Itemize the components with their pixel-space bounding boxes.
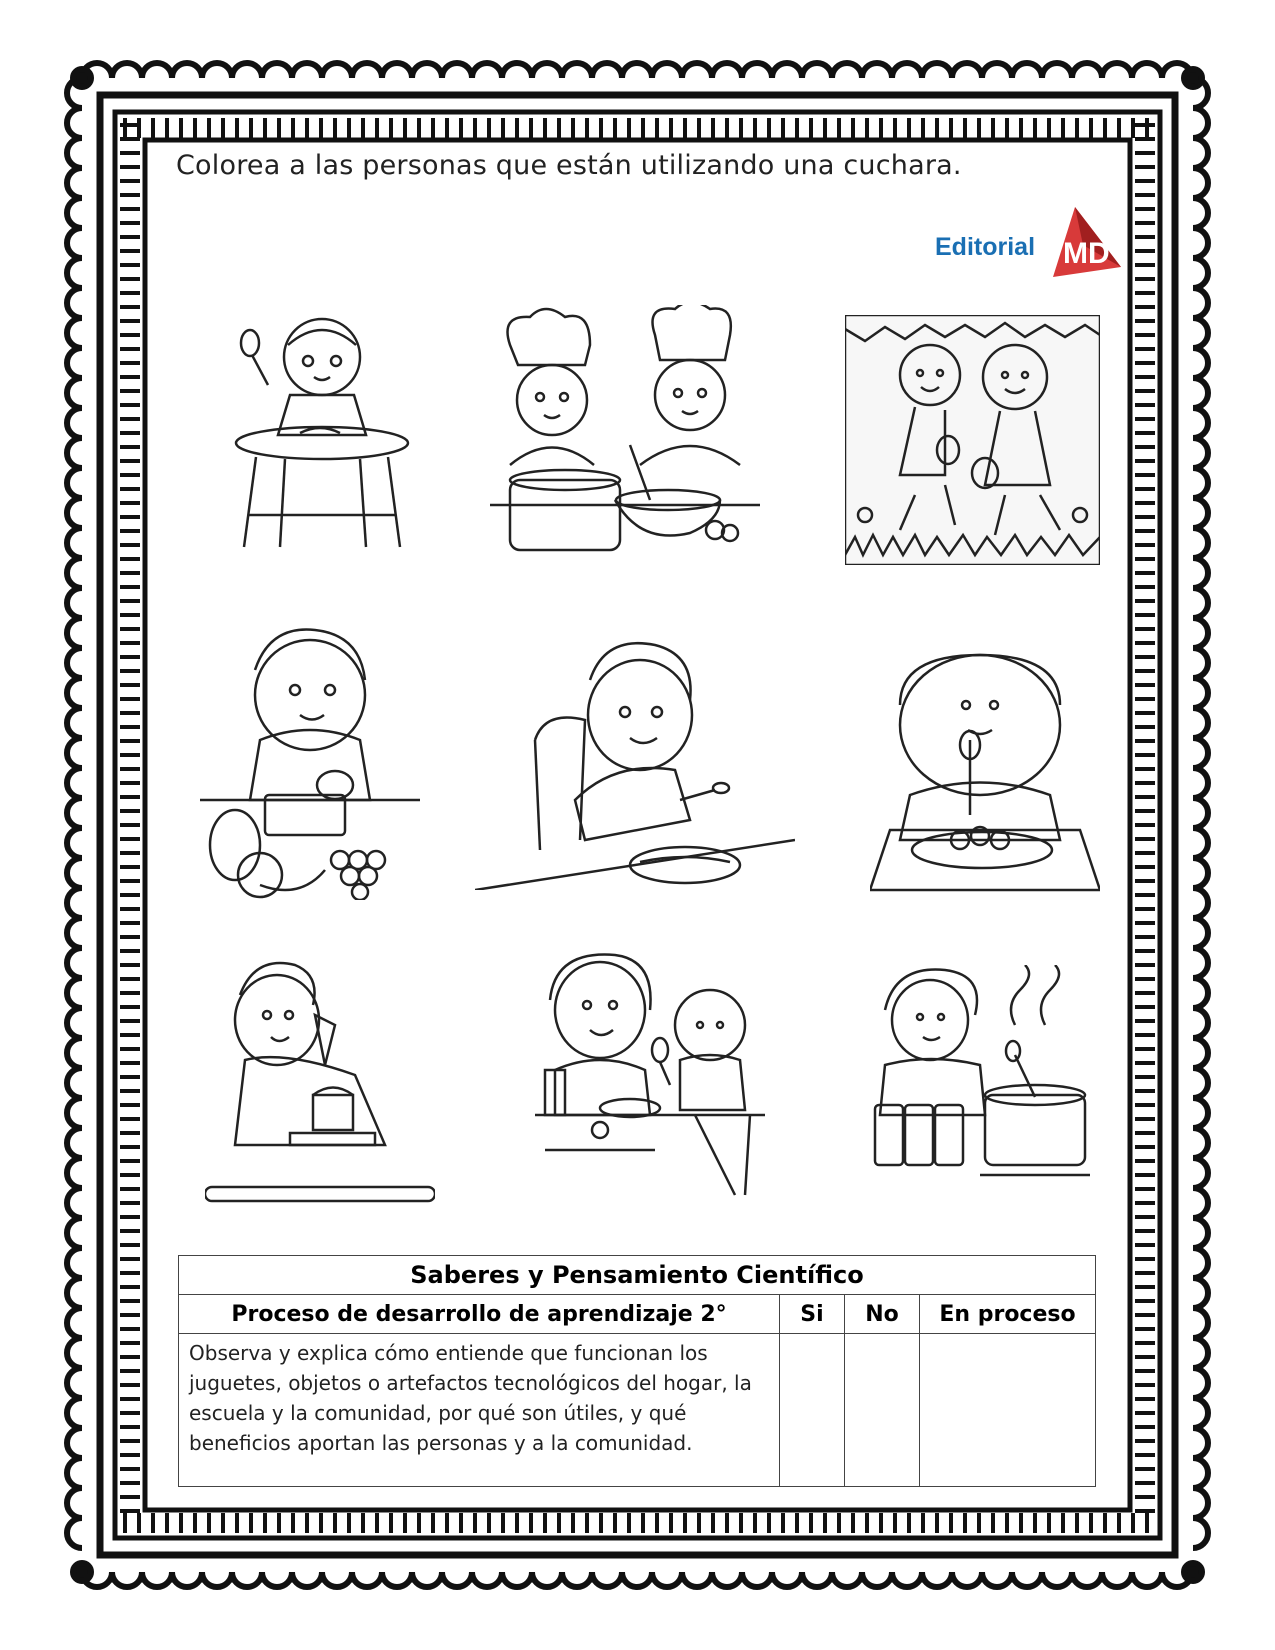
egg-and-spoon-race-illustration	[845, 315, 1100, 565]
rubric-criterion-text: Observa y explica cómo entiende que funcionan los juguetes, objetos o artefactos tecnológicos del hogar, la escuela y la comunidad, por qué son útiles, y qué beneficios aportan las personas y a la comunidad.	[179, 1334, 780, 1487]
baby-highchair-spoon-illustration	[230, 315, 410, 555]
rubric-cell-si[interactable]	[780, 1334, 845, 1487]
assessment-rubric-table	[178, 1255, 1096, 1487]
boy-eating-with-spoon-illustration	[475, 640, 795, 890]
woman-cooking-pot-illustration	[865, 965, 1100, 1195]
rubric-title: Saberes y Pensamiento Científico	[179, 1256, 1096, 1295]
rubric-cell-no[interactable]	[845, 1334, 920, 1487]
editorial-logo	[935, 205, 1125, 283]
mother-feeding-baby-illustration	[535, 950, 765, 1205]
boy-decorating-cake-illustration	[205, 955, 435, 1210]
rubric-cell-en-proceso[interactable]	[920, 1334, 1096, 1487]
boy-eating-with-fork-illustration	[870, 650, 1100, 900]
logo-mark-icon	[1053, 205, 1123, 283]
rubric-header-si: Si	[780, 1295, 845, 1334]
logo-text: Editorial	[935, 233, 1036, 261]
worksheet-instruction: Colorea a las personas que están utilizando una cuchara.	[176, 150, 962, 181]
boy-cutting-fruit-illustration	[200, 620, 420, 900]
two-kid-chefs-cooking-illustration	[490, 305, 760, 565]
rubric-header-process: Proceso de desarrollo de aprendizaje 2°	[179, 1295, 780, 1334]
rubric-header-no: No	[845, 1295, 920, 1334]
logo-mark: MD	[1063, 237, 1110, 270]
rubric-header-en-proceso: En proceso	[920, 1295, 1096, 1334]
